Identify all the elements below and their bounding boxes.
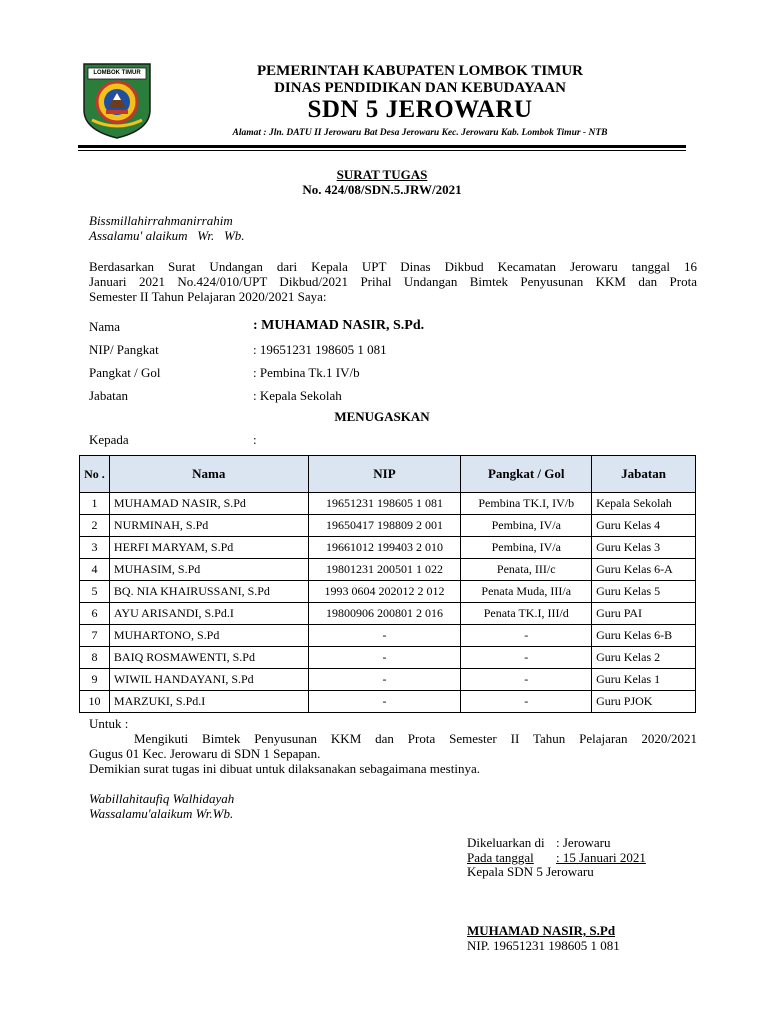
field-value-jabatan: : Kepala Sekolah <box>253 388 342 403</box>
cell-no: 9 <box>80 669 110 691</box>
date-value: : 15 Januari 2021 <box>556 850 646 865</box>
cell-nip: 19650417 198809 2 001 <box>308 515 461 537</box>
cell-nip: - <box>308 669 461 691</box>
field-value-pangkat: : Pembina Tk.1 IV/b <box>253 365 360 380</box>
header-school-name: SDN 5 JEROWARU <box>307 96 533 123</box>
cell-nama: MARZUKI, S.Pd.I <box>109 691 308 713</box>
cell-nip: 19651231 198605 1 081 <box>308 493 461 515</box>
issued-value: : Jerowaru <box>556 835 611 850</box>
regency-logo <box>80 60 154 140</box>
table-row <box>80 691 696 713</box>
cell-no: 10 <box>80 691 110 713</box>
untuk-line-1: Mengikuti Bimtek Penyusunan KKM dan Prota Semester II Tahun Pelajaran 2020/2021 <box>134 731 697 746</box>
untuk-line-3: Demikian surat tugas ini dibuat untuk dilaksanakan sebagaimana mestinya. <box>89 761 480 776</box>
date-label: Pada tanggal <box>467 850 534 865</box>
col-header-no: No . <box>80 456 110 493</box>
intro-line-2: Januari 2021 No.424/010/UPT Dikbud/2021 Prihal Undangan Bimtek Penyusunan KKM dan Prota <box>89 274 697 289</box>
field-label-nama: Nama <box>89 319 121 334</box>
cell-nama: HERFI MARYAM, S.Pd <box>109 537 308 559</box>
cell-jabatan: Guru PAI <box>592 603 696 625</box>
field-label-pangkat: Pangkat / Gol <box>89 365 161 380</box>
cell-jabatan: Guru Kelas 5 <box>592 581 696 603</box>
cell-jabatan: Guru Kelas 4 <box>592 515 696 537</box>
cell-pangkat: - <box>461 691 592 713</box>
kepada-label: Kepada <box>89 432 129 447</box>
cell-jabatan: Guru Kelas 1 <box>592 669 696 691</box>
col-header-nama: Nama <box>109 456 308 493</box>
cell-pangkat: - <box>461 669 592 691</box>
cell-jabatan: Guru PJOK <box>592 691 696 713</box>
cell-no: 2 <box>80 515 110 537</box>
table-row <box>80 493 696 515</box>
logo-text: LOMBOK TIMUR <box>93 70 141 76</box>
cell-pangkat: - <box>461 647 592 669</box>
header-address: Alamat : Jln. DATU II Jerowaru Bat Desa Jerowaru Kec. Jerowaru Kab. Lombok Timur - NTB <box>232 128 608 138</box>
closing-line-1: Wabillahitaufiq Walhidayah <box>89 791 235 806</box>
cell-nip: - <box>308 647 461 669</box>
cell-nama: AYU ARISANDI, S.Pd.I <box>109 603 308 625</box>
field-value-nip: : 19651231 198605 1 081 <box>253 342 387 357</box>
cell-jabatan: Guru Kelas 3 <box>592 537 696 559</box>
cell-jabatan: Guru Kelas 6-A <box>592 559 696 581</box>
cell-nama: BAIQ ROSMAWENTI, S.Pd <box>109 647 308 669</box>
cell-no: 8 <box>80 647 110 669</box>
col-header-pangkat: Pangkat / Gol <box>461 456 592 493</box>
field-label-jabatan: Jabatan <box>89 388 128 403</box>
cell-no: 7 <box>80 625 110 647</box>
signer-nip: NIP. 19651231 198605 1 081 <box>467 938 620 953</box>
untuk-label: Untuk : <box>89 716 129 731</box>
col-header-jabatan: Jabatan <box>592 456 696 493</box>
table-row <box>80 625 696 647</box>
cell-nip: 1993 0604 202012 2 012 <box>308 581 461 603</box>
cell-nama: MUHARTONO, S.Pd <box>109 625 308 647</box>
closing-line-2: Wassalamu'alaikum Wr.Wb. <box>89 806 234 821</box>
menugaskan-heading: MENUGASKAN <box>334 409 430 424</box>
cell-pangkat: - <box>461 625 592 647</box>
intro-line-3: Semester II Tahun Pelajaran 2020/2021 Saya: <box>89 289 327 304</box>
cell-no: 5 <box>80 581 110 603</box>
col-header-nip: NIP <box>308 456 461 493</box>
assignee-table <box>79 455 696 713</box>
untuk-line-2: Gugus 01 Kec. Jerowaru di SDN 1 Sepapan. <box>89 746 321 761</box>
kepada-value: : <box>253 432 257 447</box>
signer-position: Kepala SDN 5 Jerowaru <box>467 864 594 879</box>
cell-jabatan: Guru Kelas 2 <box>592 647 696 669</box>
intro-paragraph <box>89 259 697 304</box>
cell-nama: MUHAMAD NASIR, S.Pd <box>109 493 308 515</box>
header-department: DINAS PENDIDIKAN DAN KEBUDAYAAN <box>274 80 566 96</box>
cell-nip: - <box>308 691 461 713</box>
cell-no: 4 <box>80 559 110 581</box>
header-government: PEMERINTAH KABUPATEN LOMBOK TIMUR <box>257 63 583 79</box>
cell-nama: BQ. NIA KHAIRUSSANI, S.Pd <box>109 581 308 603</box>
cell-pangkat: Penata TK.I, III/d <box>461 603 592 625</box>
letter-number: No. 424/08/SDN.5.JRW/2021 <box>302 182 462 197</box>
opening-greeting: Assalamu' alaikum Wr. Wb. <box>89 228 245 243</box>
intro-line-1: Berdasarkan Surat Undangan dari Kepala UPT Dinas Dikbud Kecamatan Jerowaru tanggal 16 <box>89 259 697 274</box>
table-row <box>80 647 696 669</box>
cell-jabatan: Kepala Sekolah <box>592 493 696 515</box>
cell-no: 3 <box>80 537 110 559</box>
cell-nama: MUHASIM, S.Pd <box>109 559 308 581</box>
table-row <box>80 603 696 625</box>
table-row <box>80 515 696 537</box>
table-header-row <box>80 456 696 493</box>
cell-nip: - <box>308 625 461 647</box>
cell-pangkat: Penata Muda, III/a <box>461 581 592 603</box>
cell-pangkat: Pembina, IV/a <box>461 515 592 537</box>
cell-nip: 19661012 199403 2 010 <box>308 537 461 559</box>
cell-nama: NURMINAH, S.Pd <box>109 515 308 537</box>
signer-name: MUHAMAD NASIR, S.Pd <box>467 923 616 938</box>
issued-label: Dikeluarkan di <box>467 835 545 850</box>
opening-basmalah: Bissmillahirrahmanirrahim <box>89 213 233 228</box>
cell-pangkat: Pembina, IV/a <box>461 537 592 559</box>
table-row <box>80 559 696 581</box>
table-row <box>80 669 696 691</box>
cell-jabatan: Guru Kelas 6-B <box>592 625 696 647</box>
cell-nama: WIWIL HANDAYANI, S.Pd <box>109 669 308 691</box>
cell-no: 6 <box>80 603 110 625</box>
table-row <box>80 537 696 559</box>
letter-title: SURAT TUGAS <box>336 167 428 182</box>
field-label-nip: NIP/ Pangkat <box>89 342 159 357</box>
field-value-nama: : MUHAMAD NASIR, S.Pd. <box>253 318 425 333</box>
header-divider-thick <box>78 145 686 148</box>
cell-pangkat: Pembina TK.I, IV/b <box>461 493 592 515</box>
cell-nip: 19800906 200801 2 016 <box>308 603 461 625</box>
cell-no: 1 <box>80 493 110 515</box>
cell-nip: 19801231 200501 1 022 <box>308 559 461 581</box>
table-row <box>80 581 696 603</box>
header-divider-thin <box>78 150 686 151</box>
cell-pangkat: Penata, III/c <box>461 559 592 581</box>
